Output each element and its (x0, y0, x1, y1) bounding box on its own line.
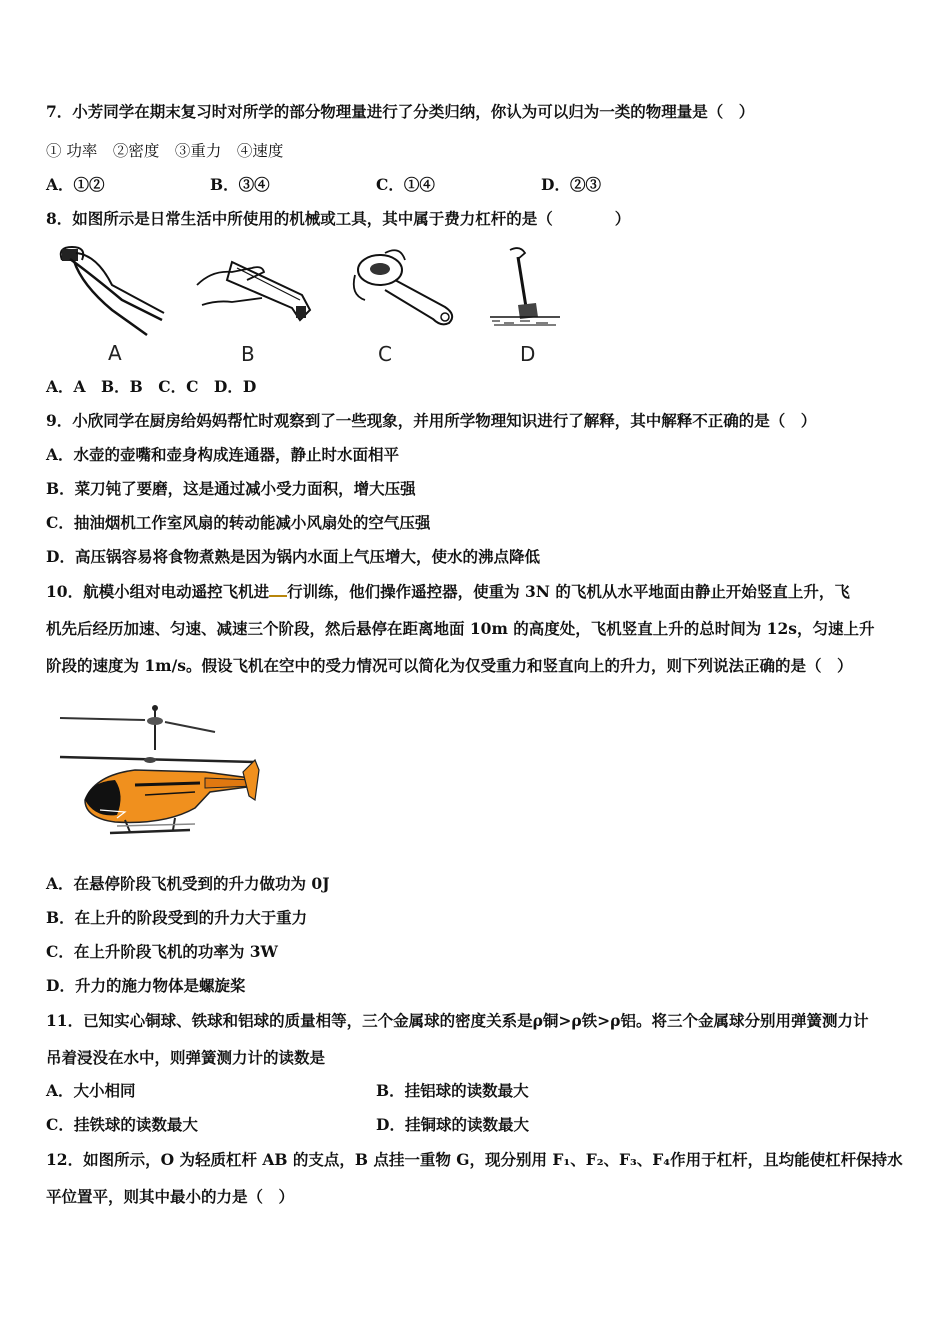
q8-options: A．A B．B C．C D．D (46, 377, 257, 396)
q11-option-c: C．挂铁球的读数最大 (46, 1115, 198, 1134)
q9-option-a: A．水壶的壶嘴和壶身构成连通器，静止时水面相平 (46, 445, 400, 464)
q10-option-c: C．在上升阶段飞机的功率为 3W (46, 942, 278, 961)
q7-option-b: B．③④ (210, 175, 270, 194)
q12-stem-line2: 平位置平，则其中最小的力是（ ） (46, 1187, 295, 1206)
q10-stem-part-b: 行训练，他们操作遥控器，使重为 3N 的飞机从水平地面由静止开始竖直上升，飞 (287, 582, 850, 601)
figure-label-c: C (378, 342, 392, 366)
q9-option-d: D．高压锅容易将食物煮熟是因为锅内水面上气压增大，使水的沸点降低 (46, 547, 540, 566)
q10-option-a: A．在悬停阶段飞机受到的升力做功为 0J (46, 874, 330, 893)
q11-stem-line1: 11．已知实心铜球、铁球和铝球的质量相等，三个金属球的密度关系是ρ铜>ρ铁>ρ铝。将三个金属球分别用弹簧测力计 (46, 1011, 869, 1030)
q7-option-d: D．②③ (541, 175, 601, 194)
q7-option-c: C．①④ (376, 175, 435, 194)
q10-option-d: D．升力的施力物体是螺旋桨 (46, 976, 246, 995)
q10-stem-line2: 机先后经历加速、匀速、减速三个阶段，然后悬停在距离地面 10m 的高度处，飞机竖直上升的总时间为 12s，匀速上升 (46, 619, 875, 638)
q11-option-b: B．挂铝球的读数最大 (376, 1081, 529, 1100)
q8-stem: 8．如图所示是日常生活中所使用的机械或工具，其中属于费力杠杆的是（ ） (46, 209, 631, 228)
q7-option-a: A．①② (46, 175, 105, 194)
q10-option-b: B．在上升的阶段受到的升力大于重力 (46, 908, 308, 927)
figure-label-a: A (108, 341, 122, 365)
pincers-figure (52, 245, 182, 345)
q11-option-d: D．挂铜球的读数最大 (376, 1115, 529, 1134)
q12-stem-line1: 12．如图所示，O 为轻质杠杆 AB 的支点，B 点挂一重物 G，现分别用 F₁、F₂、F₃、F₄作用于杠杆，且均能使杠杆保持水 (46, 1150, 903, 1169)
q9-option-c: C．抽油烟机工作室风扇的转动能减小风扇处的空气压强 (46, 513, 431, 532)
helicopter-figure (55, 700, 265, 845)
q9-stem: 9．小欣同学在厨房给妈妈帮忙时观察到了一些现象，并用所学物理知识进行了解释，其中解释不正确的是（ ） (46, 411, 817, 430)
bottle-opener-figure (345, 245, 465, 335)
q9-option-b: B．菜刀钝了要磨，这是通过减小受力面积，增大压强 (46, 479, 416, 498)
q7-stem: 7．小芳同学在期末复习时对所学的部分物理量进行了分类归纳，你认为可以归为一类的物理量是（ ） (46, 102, 755, 121)
spade-figure (490, 245, 560, 335)
q11-option-a: A．大小相同 (46, 1081, 136, 1100)
figure-label-d: D (520, 342, 536, 366)
q10-stem-part-a: 10．航模小组对电动遥控飞机进 (46, 582, 270, 601)
q11-stem-line2: 吊着浸没在水中，则弹簧测力计的读数是 (46, 1048, 326, 1067)
q7-items: ① 功率 ②密度 ③重力 ④速度 (46, 142, 284, 160)
blank-underline (269, 583, 287, 597)
clipper-figure (192, 250, 322, 340)
q10-stem-line3: 阶段的速度为 1m/s。假设飞机在空中的受力情况可以简化为仅受重力和竖直向上的升力，则下列说法正确的是（ ） (46, 656, 853, 675)
figure-label-b: B (241, 342, 255, 366)
q10-stem-line1 (46, 582, 850, 602)
